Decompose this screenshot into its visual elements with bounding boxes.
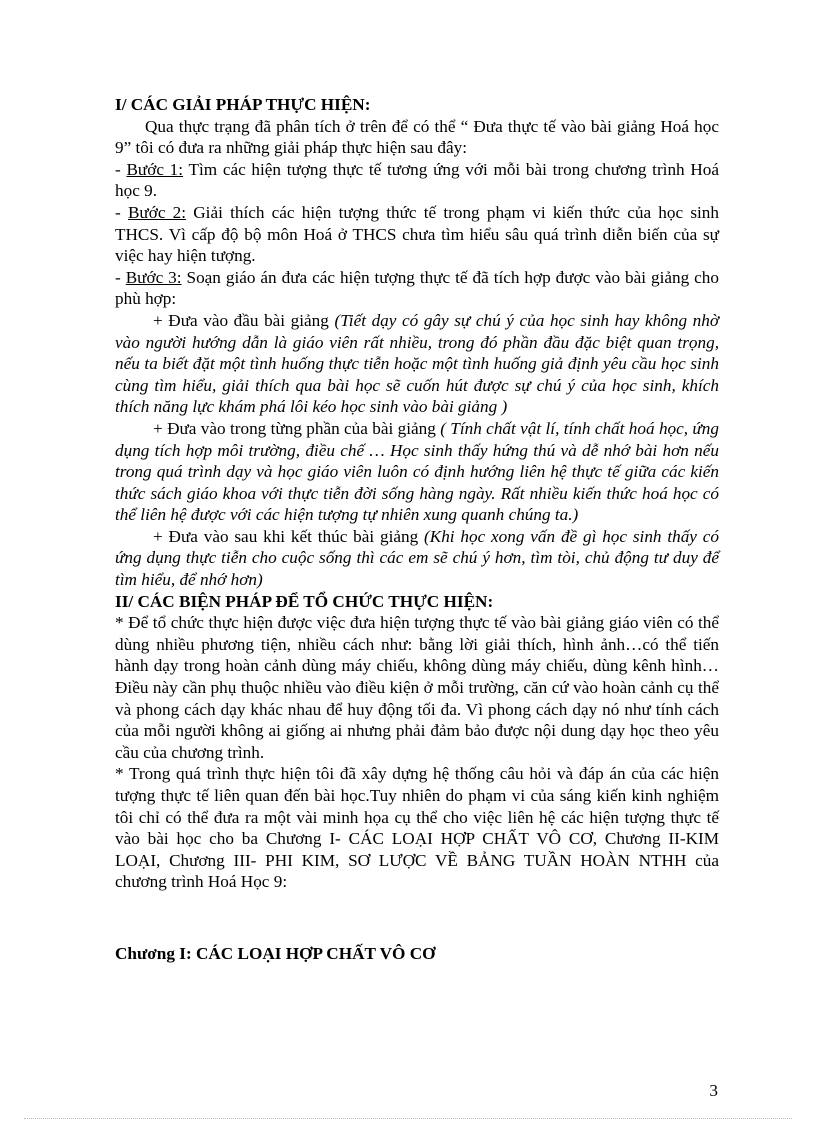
bullet-note: (Tiết dạy có gây sự chú ý của học sinh hay không nhờ vào người hướng dẫn là giáo viên rất nhiều, trong đó phần đầu đặc biệt quan trọng, nếu ta biết đặt một tình huống thực tiễn hoặc một tình huống giả định yêu cầu học sinh cùng tìm hiểu, giải thích qua bài học sẽ cuốn hút được sự chú ý của học sinh, khích thích năng lực khám phá lôi kéo học sinh vào bài giảng ): [115, 310, 719, 417]
section2-heading: II/ CÁC BIỆN PHÁP ĐỂ TỔ CHỨC THỰC HIỆN:: [115, 591, 494, 611]
section1-intro: Qua thực trạng đã phân tích ở trên để có thể “ Đưa thực tế vào bài giảng Hoá học 9” tôi có đưa ra những giải pháp thực hiện sau đây:: [115, 116, 719, 158]
section2-paragraph-2: * Trong quá trình thực hiện tôi đã xây dựng hệ thống câu hỏi và đáp án của các hiện tượng thực tế liên quan đến bài học.Tuy nhiên do phạm vi của sáng kiến kinh nghiệm tôi chỉ có thể đưa ra một vài minh họa cụ thể cho việc liên hệ các hiện tượng thực tế vào bài học cho ba Chương I- CÁC LOẠI HỢP CHẤT VÔ CƠ, Chương II-KIM LOẠI, Chương III- PHI KIM, SƠ LƯỢC VỀ BẢNG TUẦN HOÀN NTHH của chương trình Hoá Học 9:: [115, 764, 719, 892]
step2-label: Bước 2:: [127, 202, 187, 222]
document-page: [115, 94, 719, 965]
bullet-note: ( Tính chất vật lí, tính chất hoá học, ứng dụng tích hợp môi trường, điều chế … Học sinh thấy hứng thú và dễ nhớ bài hơn nếu trong quá trình dạy và học giáo viên luôn có định hướng liên hệ thực tế giữa các kiến thức sách giáo khoa với thực tiễn đời sống hàng ngày. Rất nhiều kiến thức hoá học có thể liên hệ được với các hiện tượng tự nhiên xung quanh chúng ta.): [115, 418, 719, 525]
bullet-opening: [115, 310, 719, 418]
bullet-closing: [115, 526, 719, 591]
section2-paragraph-1: * Để tổ chức thực hiện được việc đưa hiện tượng thực tế vào bài giảng giáo viên có thể dùng nhiều phương tiện, nhiều cách như: bằng lời giải thích, hình ảnh…có thể tiến hành dạy trong hoàn cảnh dùng máy chiếu, không dùng máy chiếu, dùng kênh hình…Điều này cần phụ thuộc nhiều vào điều kiện ở mỗi trường, căn cứ vào hoàn cảnh cụ thể và phong cách dạy khác nhau để huy động tối đa. Vì phong cách dạy nó như tính cách của mỗi người không ai giống ai nhưng phải đảm bảo được nội dung dạy học theo yêu cầu của chương trình.: [115, 613, 719, 762]
step2-prefix: -: [115, 202, 128, 222]
step3-text: Soạn giáo án đưa các hiện tượng thực tế đã tích hợp được vào bài giảng cho phù hợp:: [115, 267, 719, 309]
spacer: [115, 893, 719, 943]
chapter1-heading: Chương I: CÁC LOẠI HỢP CHẤT VÔ CƠ: [115, 943, 436, 963]
page-number: 3: [709, 1081, 718, 1100]
bullet-title: Đưa vào sau khi kết thúc bài giảng: [162, 526, 425, 546]
bullet-mark: +: [153, 310, 163, 330]
step1-label: Bước 1:: [126, 159, 184, 179]
bullet-title: Đưa vào đầu bài giảng: [162, 310, 335, 330]
step3-prefix: -: [115, 267, 126, 287]
bullet-note: (Khi học xong vấn đề gì học sinh thấy có ứng dụng thực tiễn cho cuộc sống thì các em sẽ chú ý hơn, tìm tòi, chủ động tư duy để tìm hiểu, để nhớ hơn): [115, 526, 719, 590]
step1-paragraph: [115, 159, 719, 202]
step1-prefix: -: [115, 159, 127, 179]
bullet-middle: [115, 418, 719, 526]
section1-heading: I/ CÁC GIẢI PHÁP THỰC HIỆN:: [115, 95, 371, 114]
page-bottom-divider: [24, 1118, 792, 1119]
step2-text: Giải thích các hiện tượng thức tế trong phạm vi kiến thức của học sinh THCS. Vì cấp độ bộ môn Hoá ở THCS chưa tìm hiểu sâu quá trình diễn biến của sự việc hay hiện tượng.: [115, 202, 719, 266]
step3-label: Bước 3:: [125, 267, 182, 287]
step3-paragraph: [115, 267, 719, 310]
bullet-mark: +: [153, 526, 163, 546]
bullet-title: Đưa vào trong từng phần của bài giảng: [162, 418, 441, 438]
step1-text: Tìm các hiện tượng thực tế tương ứng với mỗi bài trong chương trình Hoá học 9.: [115, 159, 719, 201]
bullet-mark: +: [153, 418, 163, 438]
step2-paragraph: [115, 202, 719, 267]
